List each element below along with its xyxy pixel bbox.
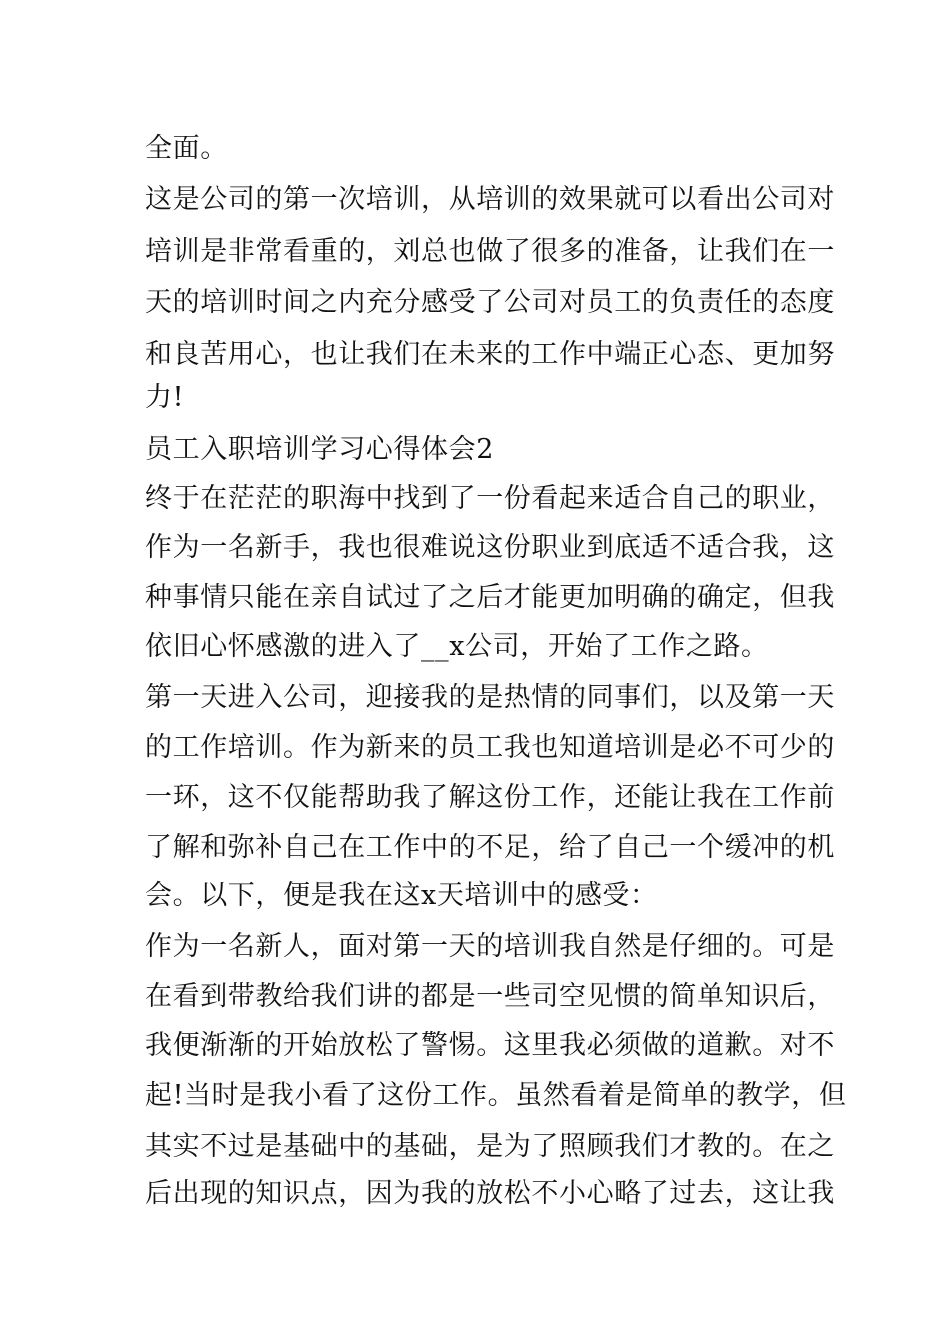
text-line: 这是公司的第一次培训，从培训的效果就可以看出公司对 xyxy=(145,184,835,215)
text-line: 培训是非常看重的，刘总也做了很多的准备，让我们在一 xyxy=(145,236,835,267)
text-line: 作为一名新手，我也很难说这份职业到底适不适合我，这 xyxy=(145,532,835,563)
text-line: 其实不过是基础中的基础，是为了照顾我们才教的。在之 xyxy=(145,1131,835,1162)
text-line: 终于在茫茫的职海中找到了一份看起来适合自己的职业， xyxy=(145,483,835,514)
text-line: 一环，这不仅能帮助我了解这份工作，还能让我在工作前 xyxy=(145,782,835,813)
text-line: 全面。 xyxy=(145,133,228,164)
text-line: 作为一名新人，面对第一天的培训我自然是仔细的。可是 xyxy=(145,931,835,962)
section-heading: 员工入职培训学习心得体会2 xyxy=(145,434,494,465)
text-line: 后出现的知识点，因为我的放松不小心略了过去，这让我 xyxy=(145,1178,835,1209)
text-line: 我便渐渐的开始放松了警惕。这里我必须做的道歉。对不 xyxy=(145,1030,835,1061)
text-line: 了解和弥补自己在工作中的不足，给了自己一个缓冲的机 xyxy=(145,832,835,863)
text-line: 的工作培训。作为新来的员工我也知道培训是必不可少的 xyxy=(145,732,835,763)
text-line: 天的培训时间之内充分感受了公司对员工的负责任的态度 xyxy=(145,287,835,318)
text-line: 第一天进入公司，迎接我的是热情的同事们，以及第一天 xyxy=(145,682,835,713)
text-line: 依旧心怀感激的进入了__x公司，开始了工作之路。 xyxy=(145,631,769,662)
text-line: 和良苦用心，也让我们在未来的工作中端正心态、更加努 xyxy=(145,339,835,370)
text-line: 力! xyxy=(145,382,185,413)
text-line: 在看到带教给我们讲的都是一些司空见惯的简单知识后， xyxy=(145,981,835,1012)
text-line: 起!当时是我小看了这份工作。虽然看着是简单的教学，但 xyxy=(145,1080,847,1111)
text-line: 种事情只能在亲自试过了之后才能更加明确的确定，但我 xyxy=(145,582,835,613)
text-line: 会。以下，便是我在这x天培训中的感受： xyxy=(145,880,658,911)
